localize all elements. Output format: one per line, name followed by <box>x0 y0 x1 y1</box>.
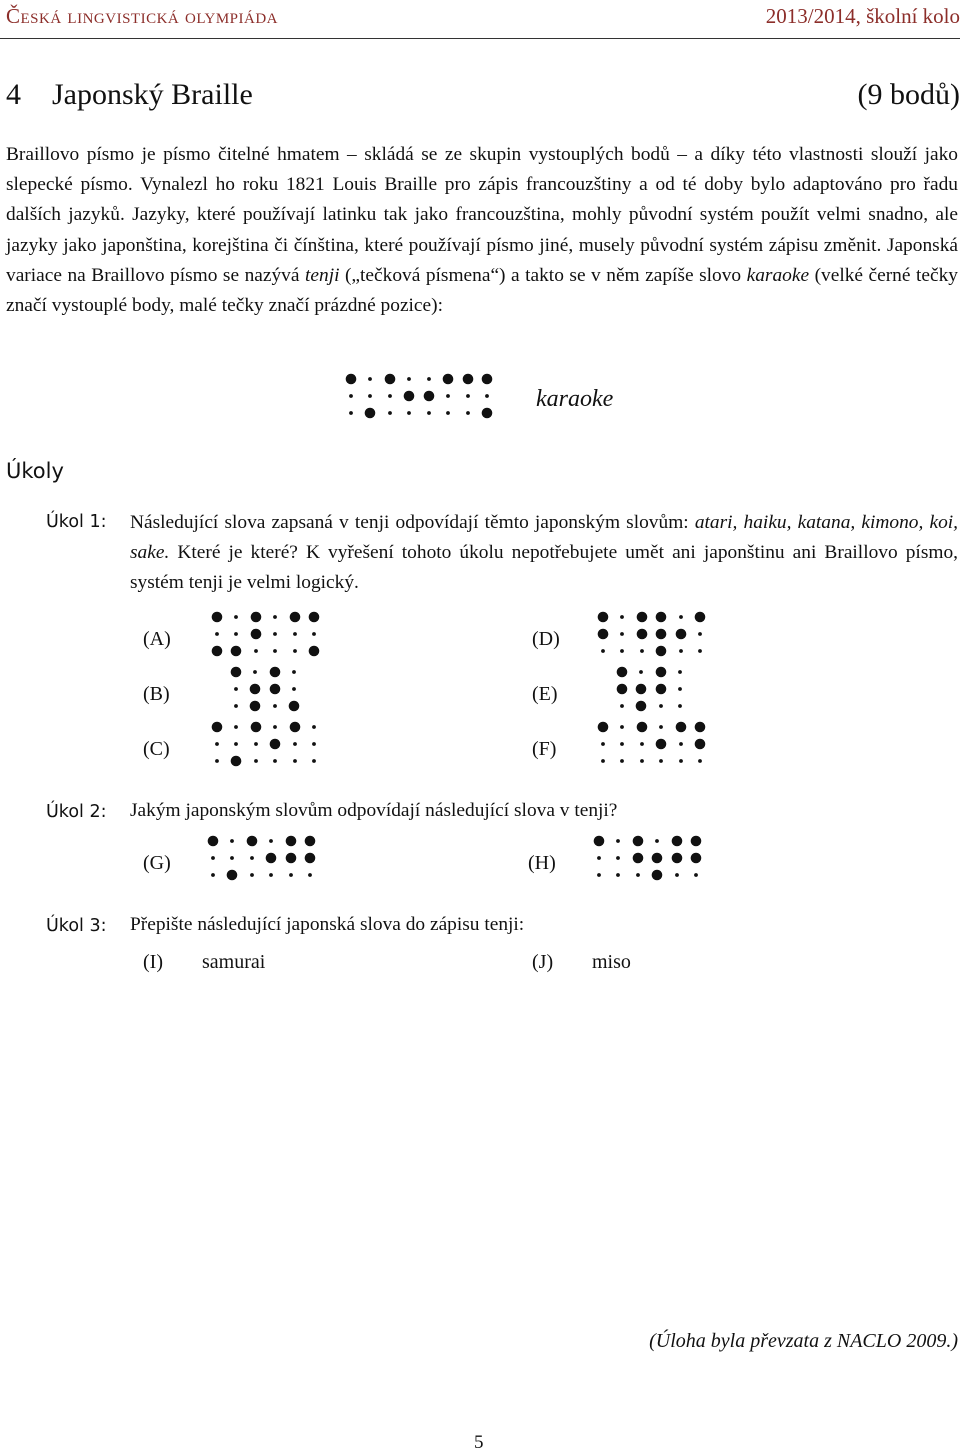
empty-dot <box>640 649 644 653</box>
empty-dot <box>254 649 258 653</box>
empty-dot <box>597 873 601 877</box>
braille-cell <box>247 836 277 877</box>
braille-cell <box>208 836 238 881</box>
empty-dot <box>601 742 605 746</box>
empty-dot <box>234 615 238 619</box>
empty-dot <box>292 670 296 674</box>
raised-dot <box>656 739 667 750</box>
braille-cell <box>251 722 281 763</box>
braille-cells <box>210 610 321 658</box>
problem-number: 4 <box>6 78 21 111</box>
braille-option-f <box>596 720 707 768</box>
raised-dot <box>691 836 702 847</box>
raised-dot <box>385 374 396 385</box>
raised-dot <box>637 612 648 623</box>
braille-option-g <box>206 834 317 882</box>
raised-dot <box>656 684 667 695</box>
braille-cell <box>633 836 663 881</box>
raised-dot <box>633 836 644 847</box>
empty-dot <box>273 759 277 763</box>
raised-dot <box>404 391 415 402</box>
empty-dot <box>659 725 663 729</box>
raised-dot <box>656 612 667 623</box>
empty-dot <box>620 632 624 636</box>
braille-cell <box>617 667 647 712</box>
raised-dot <box>231 667 242 678</box>
empty-dot <box>349 411 353 415</box>
braille-cell <box>251 612 277 653</box>
intro-paragraph: Braillovo písmo je písmo čitelné hmatem – skládá se ze skupin vystouplých bodů – a díky této vlastnosti slouží jako slepecké písmo. Vynalezl ho roku 1821 Louis Braille pro zápis francouzštiny a od té doby bylo adaptováno pro řadu dalších jazyků. Jazyky, které používají latinku tak jako francouzština, mohly původní systém použít velmi snadno, ale jazyky jako japonština, korejština či čínština, které používají písmo jiné, musely původní systém zápisu změnit. Japonská variace na Braillovo písmo se nazývá tenji („tečková písmena“) a takto se v něm zapíše slovo karaoke (velké černé tečky značí vystouplé body, malé tečky značí prázdné pozice): <box>6 144 958 317</box>
raised-dot <box>212 722 223 733</box>
empty-dot <box>234 687 238 691</box>
empty-dot <box>678 670 682 674</box>
empty-dot <box>293 759 297 763</box>
empty-dot <box>234 704 238 708</box>
braille-option-b <box>229 665 301 713</box>
raised-dot <box>305 853 316 864</box>
empty-dot <box>230 856 234 860</box>
source-note: (Úloha byla převzata z NACLO 2009.) <box>649 1330 958 1352</box>
empty-dot <box>659 759 663 763</box>
item-word-samurai: samurai <box>202 951 266 973</box>
raised-dot <box>672 853 683 864</box>
empty-dot <box>349 394 353 398</box>
raised-dot <box>251 629 262 640</box>
raised-dot <box>247 836 258 847</box>
item-label-i: (I) <box>143 951 163 973</box>
empty-dot <box>273 704 277 708</box>
empty-dot <box>601 759 605 763</box>
raised-dot <box>656 646 667 657</box>
raised-dot <box>676 629 687 640</box>
empty-dot <box>659 704 663 708</box>
braille-option-h <box>592 834 703 882</box>
empty-dot <box>485 394 489 398</box>
empty-dot <box>407 377 411 381</box>
empty-dot <box>694 873 698 877</box>
empty-dot <box>597 856 601 860</box>
empty-dot <box>407 411 411 415</box>
raised-dot <box>231 756 242 767</box>
empty-dot <box>678 704 682 708</box>
empty-dot <box>250 856 254 860</box>
raised-dot <box>672 836 683 847</box>
task2-heading: Úkol 2: <box>46 802 107 822</box>
empty-dot <box>230 839 234 843</box>
option-label-d: (D) <box>532 628 560 650</box>
empty-dot <box>293 649 297 653</box>
braille-option-a <box>210 610 321 658</box>
braille-cells <box>596 720 707 768</box>
raised-dot <box>266 853 277 864</box>
term-karaoke: karaoke <box>746 264 810 286</box>
empty-dot <box>446 394 450 398</box>
empty-dot <box>269 839 273 843</box>
empty-dot <box>679 742 683 746</box>
braille-cells <box>596 610 707 658</box>
braille-cell <box>637 722 667 763</box>
braille-example <box>344 372 494 420</box>
empty-dot <box>312 632 316 636</box>
braille-option-d <box>596 610 707 658</box>
braille-cell <box>676 612 706 653</box>
empty-dot <box>273 649 277 653</box>
raised-dot <box>598 612 609 623</box>
braille-cell <box>290 722 316 763</box>
empty-dot <box>616 839 620 843</box>
empty-dot <box>620 649 624 653</box>
braille-cell <box>346 374 376 419</box>
raised-dot <box>633 853 644 864</box>
raised-dot <box>212 646 223 657</box>
empty-dot <box>620 704 624 708</box>
raised-dot <box>637 629 648 640</box>
braille-cell <box>270 667 300 712</box>
empty-dot <box>215 632 219 636</box>
braille-cell <box>598 722 624 763</box>
braille-cell <box>231 667 261 712</box>
empty-dot <box>234 742 238 746</box>
empty-dot <box>269 873 273 877</box>
empty-dot <box>640 742 644 746</box>
empty-dot <box>698 759 702 763</box>
section-heading: Úkoly <box>6 459 64 483</box>
empty-dot <box>616 856 620 860</box>
empty-dot <box>698 649 702 653</box>
braille-cells <box>615 665 687 713</box>
item-label-j: (J) <box>532 951 554 973</box>
braille-cells <box>210 720 321 768</box>
braille-cell <box>594 836 620 877</box>
empty-dot <box>639 670 643 674</box>
empty-dot <box>215 742 219 746</box>
empty-dot <box>620 725 624 729</box>
empty-dot <box>616 873 620 877</box>
example-label: karaoke <box>536 386 614 412</box>
raised-dot <box>365 408 376 419</box>
raised-dot <box>250 684 261 695</box>
task3-heading: Úkol 3: <box>46 916 107 936</box>
raised-dot <box>594 836 605 847</box>
raised-dot <box>695 739 706 750</box>
braille-cells <box>344 372 494 420</box>
empty-dot <box>253 670 257 674</box>
item-word-miso: miso <box>592 951 631 973</box>
page-number: 5 <box>474 1432 484 1453</box>
empty-dot <box>388 394 392 398</box>
empty-dot <box>655 839 659 843</box>
empty-dot <box>211 873 215 877</box>
term-tenji: tenji <box>305 264 340 286</box>
empty-dot <box>293 632 297 636</box>
raised-dot <box>652 870 663 881</box>
empty-dot <box>215 759 219 763</box>
braille-cells <box>229 665 301 713</box>
empty-dot <box>273 632 277 636</box>
empty-dot <box>312 742 316 746</box>
empty-dot <box>636 873 640 877</box>
problem-points: (9 bodů) <box>857 78 960 111</box>
header-rule <box>0 38 960 39</box>
raised-dot <box>676 722 687 733</box>
empty-dot <box>620 615 624 619</box>
empty-dot <box>273 615 277 619</box>
raised-dot <box>598 629 609 640</box>
braille-cell <box>212 612 242 657</box>
raised-dot <box>286 853 297 864</box>
raised-dot <box>251 722 262 733</box>
round-info: 2013/2014, školní kolo <box>765 4 960 28</box>
braille-cell <box>385 374 415 415</box>
empty-dot <box>679 759 683 763</box>
empty-dot <box>679 615 683 619</box>
raised-dot <box>691 853 702 864</box>
raised-dot <box>212 612 223 623</box>
empty-dot <box>388 411 392 415</box>
empty-dot <box>620 742 624 746</box>
empty-dot <box>254 759 258 763</box>
raised-dot <box>309 646 320 657</box>
empty-dot <box>211 856 215 860</box>
empty-dot <box>289 873 293 877</box>
empty-dot <box>368 394 372 398</box>
raised-dot <box>208 836 219 847</box>
empty-dot <box>254 742 258 746</box>
raised-dot <box>270 667 281 678</box>
empty-dot <box>250 873 254 877</box>
raised-dot <box>290 612 301 623</box>
option-label-g: (G) <box>143 852 171 874</box>
raised-dot <box>637 722 648 733</box>
raised-dot <box>289 701 300 712</box>
raised-dot <box>231 646 242 657</box>
raised-dot <box>695 722 706 733</box>
braille-cell <box>212 722 242 767</box>
braille-cell <box>676 722 706 763</box>
raised-dot <box>270 739 281 750</box>
option-label-f: (F) <box>532 738 557 760</box>
empty-dot <box>675 873 679 877</box>
braille-cell <box>656 667 682 708</box>
braille-cells <box>206 834 317 882</box>
task1-text: Následující slova zapsaná v tenji odpovídají těmto japonským slovům: atari, haiku, katana, kimono, koi, sake. Které je které? K vyřešení tohoto úkolu nepotřebujete umět ani japonštinu ani Braillovo písmo, systém tenji je velmi logický. <box>130 512 959 594</box>
raised-dot <box>309 612 320 623</box>
empty-dot <box>427 377 431 381</box>
empty-dot <box>234 725 238 729</box>
task1-heading: Úkol 1: <box>46 512 107 532</box>
empty-dot <box>312 759 316 763</box>
raised-dot <box>290 722 301 733</box>
empty-dot <box>620 759 624 763</box>
option-label-e: (E) <box>532 683 558 705</box>
empty-dot <box>698 632 702 636</box>
raised-dot <box>250 701 261 712</box>
raised-dot <box>598 722 609 733</box>
raised-dot <box>482 408 493 419</box>
empty-dot <box>293 742 297 746</box>
braille-cells <box>592 834 703 882</box>
braille-cell <box>672 836 702 877</box>
empty-dot <box>679 649 683 653</box>
raised-dot <box>482 374 493 385</box>
empty-dot <box>601 649 605 653</box>
raised-dot <box>443 374 454 385</box>
empty-dot <box>292 687 296 691</box>
raised-dot <box>463 374 474 385</box>
raised-dot <box>652 853 663 864</box>
task1-words: atari, haiku, katana, kimono, koi, sake. <box>130 512 959 564</box>
braille-cell <box>463 374 493 419</box>
braille-option-e <box>615 665 687 713</box>
option-label-c: (C) <box>143 738 170 760</box>
raised-dot <box>251 612 262 623</box>
braille-cell <box>637 612 667 657</box>
empty-dot <box>368 377 372 381</box>
option-label-h: (H) <box>528 852 556 874</box>
raised-dot <box>305 836 316 847</box>
empty-dot <box>427 411 431 415</box>
task3-text: Přepište následující japonská slova do zápisu tenji: <box>130 914 525 935</box>
braille-cell <box>424 374 454 415</box>
empty-dot <box>640 759 644 763</box>
problem-name: Japonský Braille <box>52 78 253 111</box>
empty-dot <box>234 632 238 636</box>
braille-cell <box>290 612 320 657</box>
raised-dot <box>636 684 647 695</box>
task2-text: Jakým japonským slovům odpovídají následující slova v tenji? <box>130 800 618 821</box>
option-label-b: (B) <box>143 683 170 705</box>
braille-cell <box>286 836 316 877</box>
empty-dot <box>308 873 312 877</box>
raised-dot <box>617 684 628 695</box>
raised-dot <box>227 870 238 881</box>
raised-dot <box>346 374 357 385</box>
empty-dot <box>678 687 682 691</box>
braille-cell <box>598 612 624 653</box>
empty-dot <box>446 411 450 415</box>
empty-dot <box>466 394 470 398</box>
raised-dot <box>424 391 435 402</box>
raised-dot <box>636 701 647 712</box>
olympiad-name: Česká lingvistická olympiáda <box>6 4 278 28</box>
option-label-a: (A) <box>143 628 171 650</box>
empty-dot <box>466 411 470 415</box>
raised-dot <box>270 684 281 695</box>
page-header <box>6 4 960 30</box>
braille-option-c <box>210 720 321 768</box>
raised-dot <box>617 667 628 678</box>
raised-dot <box>286 836 297 847</box>
raised-dot <box>695 612 706 623</box>
empty-dot <box>273 725 277 729</box>
raised-dot <box>656 667 667 678</box>
raised-dot <box>656 629 667 640</box>
empty-dot <box>312 725 316 729</box>
